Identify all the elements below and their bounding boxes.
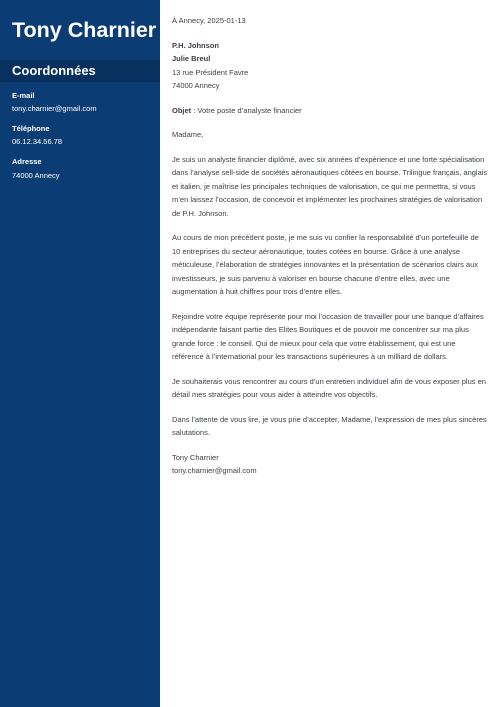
paragraph-1: Je suis un analyste financier diplômé, avec six années d’expérience et une forte spécialisation dans l’analyse sell-side de sociétés aéronautiques côtées en bourse. Trilingue français, anglais et italien, je maîtrise les principales techniques de valorisation, ce qui me permettra, si vous m’en laissez l’occasion, de concevoir et implémenter les prochaines stratégies de valorisation de P.H. Johnson.: [172, 154, 488, 218]
sidebar: [0, 0, 160, 707]
spacer: [172, 28, 488, 39]
letter-body: [172, 14, 488, 478]
paragraph-4: Je souhaiterais vous rencontrer au cours d’un entretien individuel afin de vous exposer plus en détail mes stratégies pour vous aider à atteindre vos objectifs.: [172, 376, 486, 399]
email-value[interactable]: tony.charnier@gmail.com: [12, 104, 97, 113]
spacer: [172, 402, 488, 413]
contact-section-title: Coordonnées: [12, 63, 96, 78]
spacer: [172, 299, 488, 310]
address-label: Adresse: [12, 157, 42, 166]
recipient-person: Julie Breul: [172, 54, 211, 63]
place-date: À Annecy, 2025-01-13: [172, 16, 246, 25]
phone-label: Téléphone: [12, 124, 50, 133]
subject-label: Objet: [172, 105, 192, 115]
spacer: [172, 93, 488, 104]
salutation: Madame,: [172, 130, 204, 139]
signature-email[interactable]: tony.charnier@gmail.com: [172, 466, 257, 475]
paragraph-5: Dans l’attente de vous lire, je vous prie d’accepter, Madame, l’expression de mes plus sincères salutations.: [172, 414, 487, 437]
subject-line: [172, 104, 488, 118]
subject-text: : Votre poste d’analyste financier: [191, 105, 302, 115]
spacer: [172, 220, 488, 231]
signature-name: Tony Charnier: [172, 452, 219, 462]
phone-value[interactable]: 06.12.34.56.78: [12, 137, 63, 146]
candidate-name: Tony Charnier: [12, 18, 157, 42]
recipient-company: P.H. Johnson: [172, 40, 219, 50]
email-label: E-mail: [12, 91, 35, 100]
spacer: [172, 142, 488, 153]
spacer: [172, 440, 488, 451]
recipient-street: 13 rue Président Favre: [172, 67, 249, 77]
paragraph-2: Au cours de mon précédent poste, je me suis vu confier la responsabilité d’un portefeuille de 10 entreprises du secteur aéronautique, toutes cotées en bourse. Grâce à une analyse méticuleuse, l’élaboration de stratégies innovantes et la présentation de scénarios clairs aux investisseurs, je suis parvenu à valoriser en bourse chacune d’entre elles, avec une augmentation à huit chiffres pour trois d’entre elles.: [172, 233, 479, 296]
recipient-city: 74000 Annecy: [172, 81, 220, 90]
address-value: 74000 Annecy: [12, 171, 60, 180]
paragraph-3: Rejoindre votre équipe représente pour moi l’occasion de travailler pour une banque d’affaires indépendante faisant partie des Elites Boutiques et de pouvoir me concentrer sur ma plus grande force : le conseil. Qui de mieux pour cela que votre établissement, qui est une référence à l’international pour les transactions supérieures à un milliard de dollars.: [172, 311, 484, 361]
spacer: [172, 117, 488, 128]
spacer: [172, 364, 488, 375]
